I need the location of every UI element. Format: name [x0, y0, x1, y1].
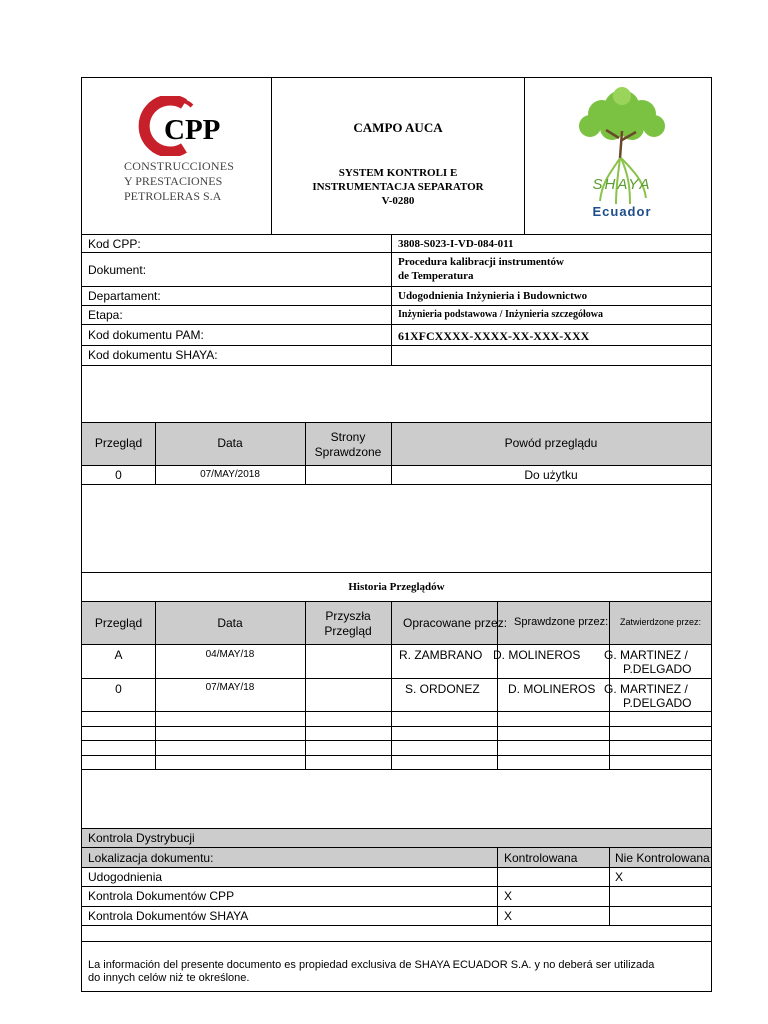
distribution-title: Kontrola Dystrybucji: [88, 831, 195, 845]
footer-line-2: do innych celów niż te określone.: [88, 972, 250, 984]
shaya-logo: [572, 86, 672, 226]
history-row-2-rev: 0: [115, 682, 122, 696]
info-label-shaya-code: Kod dokumentu SHAYA:: [88, 348, 218, 362]
info-label-document: Dokument:: [88, 263, 147, 277]
history-row-1-checked: D. MOLINEROS: [493, 648, 581, 662]
history-row-1-date: 04/MAY/18: [205, 649, 255, 660]
shaya-country: Ecuador: [592, 204, 652, 219]
review-header-reason: Powód przeglądu: [504, 436, 598, 450]
review-header-pages-2: Sprawdzone: [314, 445, 382, 459]
history-header-prepared: Opracowane przez:: [403, 616, 508, 630]
history-header-approved: Zatwierdzone przez:: [620, 617, 702, 627]
cpp-company-line-2: Y PRESTACIONES: [124, 174, 223, 188]
info-value-document-1: Procedura kalibracji instrumentów: [398, 256, 565, 268]
distribution-header-location: Lokalizacja dokumentu:: [88, 851, 214, 865]
info-value-document-2: de Temperatura: [398, 270, 474, 282]
info-label-cpp-code: Kod CPP:: [88, 237, 141, 251]
distribution-header-not-controlled: Nie Kontrolowana: [615, 851, 710, 865]
history-header-checked: Sprawdzone przez:: [514, 616, 609, 628]
system-title-line-3: V-0280: [381, 195, 415, 207]
document-page: [81, 77, 712, 992]
history-row-2-approved-2: P.DELGADO: [623, 696, 692, 710]
history-row-2-checked: D. MOLINEROS: [508, 682, 596, 696]
cpp-company-line-1: CONSTRUCCIONES: [124, 159, 235, 173]
history-row-2-date: 07/MAY/18: [205, 682, 255, 693]
info-label-stage: Etapa:: [88, 308, 123, 322]
history-header-next-2: Przegląd: [324, 624, 372, 638]
distribution-row-2-location: Kontrola Dokumentów CPP: [88, 889, 235, 903]
history-row-1-prepared: R. ZAMBRANO: [399, 648, 483, 662]
history-header-next-1: Przyszła: [325, 609, 371, 623]
info-label-department: Departament:: [88, 289, 161, 303]
history-row-1-rev: A: [114, 648, 123, 662]
history-row-2-prepared: S. ORDONEZ: [405, 682, 480, 696]
history-header-rev: Przegląd: [94, 616, 143, 630]
history-row-1-approved-2: P.DELGADO: [623, 662, 692, 676]
review-row-rev: 0: [115, 468, 122, 482]
info-value-cpp-code: 3808-S023-I-VD-084-011: [398, 238, 514, 250]
info-label-pam-code: Kod dokumentu PAM:: [88, 328, 204, 342]
history-title: Historia Przeglądów: [348, 581, 445, 593]
distribution-row-2-controlled: X: [504, 889, 513, 903]
review-header-rev: Przegląd: [94, 436, 143, 450]
distribution-row-1-location: Udogodnienia: [88, 870, 163, 884]
review-row-date: 07/MAY/2018: [200, 469, 260, 480]
distribution-row-3-location: Kontrola Dokumentów SHAYA: [88, 909, 249, 923]
cpp-logo-letters: CPP: [164, 114, 221, 146]
cpp-company-line-3: PETROLERAS S.A: [124, 189, 222, 203]
field-title: CAMPO AUCA: [353, 120, 443, 135]
distribution-header-controlled: Kontrolowana: [504, 851, 578, 865]
info-value-pam-code: 61XFCXXXX-XXXX-XX-XXX-XXX: [398, 329, 590, 343]
review-header-pages-1: Strony: [330, 430, 366, 444]
cpp-logo: [122, 96, 252, 206]
distribution-row-1-not-controlled: X: [615, 870, 624, 884]
shaya-wordmark: SHAYA: [592, 176, 652, 193]
history-row-2-approved-1: G. MARTINEZ /: [604, 682, 688, 696]
system-title-line-1: SYSTEM KONTROLI E: [338, 167, 458, 179]
distribution-row-3-controlled: X: [504, 909, 513, 923]
review-header-date: Data: [217, 436, 243, 450]
info-value-department: Udogodnienia Inżynieria i Budownictwo: [398, 290, 588, 302]
history-header-date: Data: [217, 616, 243, 630]
system-title-line-2: INSTRUMENTACJA SEPARATOR: [312, 181, 484, 193]
history-row-1-approved-1: G. MARTINEZ /: [604, 648, 688, 662]
review-row-reason: Do użytku: [524, 468, 578, 482]
footer-line-1: La información del presente documento es propiedad exclusiva de SHAYA ECUADOR S.A. y no deberá ser utilizada: [88, 959, 655, 971]
info-value-stage: Inżynieria podstawowa / Inżynieria szczegółowa: [398, 309, 603, 320]
